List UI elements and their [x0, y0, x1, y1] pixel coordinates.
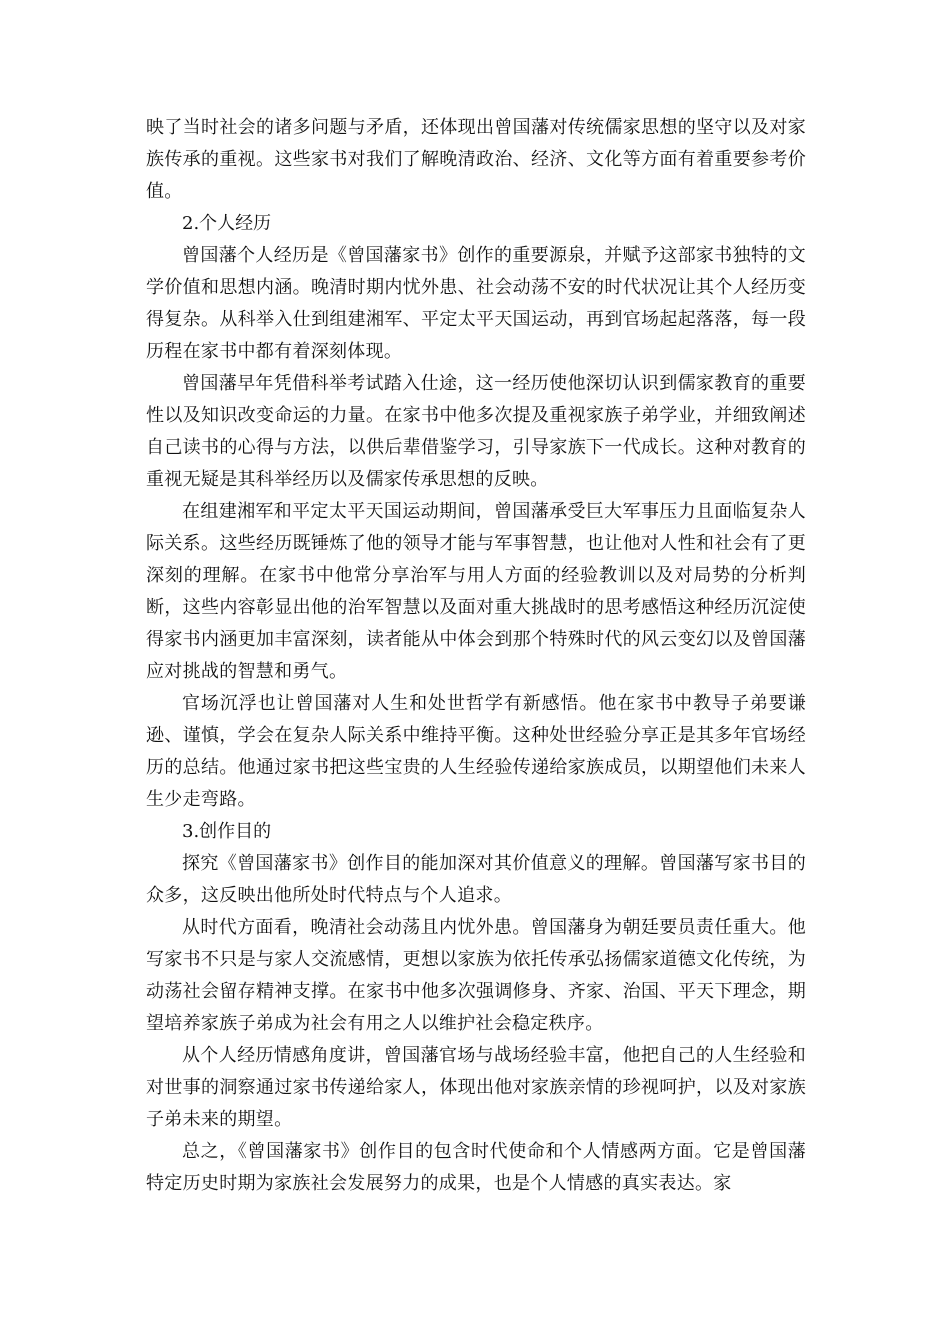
paragraph: 曾国藩个人经历是《曾国藩家书》创作的重要源泉，并赋予这部家书独特的文学价值和思想内涵。晚清时期内忧外患、社会动荡不安的时代状况让其个人经历变得复杂。从科举入仕到组建湘军、平定太平天国运动，再到官场起起落落，每一段历程在家书中都有着深刻体现。	[146, 245, 806, 362]
paragraph-continued: 映了当时社会的诸多问题与矛盾，还体现出曾国藩对传统儒家思想的坚守以及对家族传承的重视。这些家书对我们了解晚清政治、经济、文化等方面有着重要参考价值。	[146, 117, 806, 202]
section-heading-personal-experience: 2.个人经历	[182, 213, 272, 234]
section-heading-creation-purpose: 3.创作目的	[182, 821, 272, 842]
paragraph: 从时代方面看，晚清社会动荡且内忧外患。曾国藩身为朝廷要员责任重大。他写家书不只是与家人交流感情，更想以家族为依托传承弘扬儒家道德文化传统，为动荡社会留存精神支撑。在家书中他多次强调修身、齐家、治国、平天下理念，期望培养家族子弟成为社会有用之人以维护社会稳定秩序。	[146, 917, 806, 1034]
paragraph: 总之，《曾国藩家书》创作目的包含时代使命和个人情感两方面。它是曾国藩特定历史时期为家族社会发展努力的成果，也是个人情感的真实表达。家	[146, 1141, 806, 1194]
paragraph: 探究《曾国藩家书》创作目的能加深对其价值意义的理解。曾国藩写家书目的众多，这反映出他所处时代特点与个人追求。	[146, 853, 806, 906]
paragraph: 官场沉浮也让曾国藩对人生和处世哲学有新感悟。他在家书中教导子弟要谦逊、谨慎，学会在复杂人际关系中维持平衡。这种处世经验分享正是其多年官场经历的总结。他通过家书把这些宝贵的人生经验传递给家族成员，以期望他们未来人生少走弯路。	[146, 693, 806, 810]
paragraph: 从个人经历情感角度讲，曾国藩官场与战场经验丰富，他把自己的人生经验和对世事的洞察通过家书传递给家人，体现出他对家族亲情的珍视呵护，以及对家族子弟未来的期望。	[146, 1045, 806, 1130]
paragraph: 在组建湘军和平定太平天国运动期间，曾国藩承受巨大军事压力且面临复杂人际关系。这些经历既锤炼了他的领导才能与军事智慧，也让他对人性和社会有了更深刻的理解。在家书中他常分享治军与用人方面的经验教训以及对局势的分析判断，这些内容彰显出他的治军智慧以及面对重大挑战时的思考感悟这种经历沉淀使得家书内涵更加丰富深刻，读者能从中体会到那个特殊时代的风云变幻以及曾国藩应对挑战的智慧和勇气。	[146, 501, 806, 682]
document-body	[146, 112, 806, 1200]
paragraph: 曾国藩早年凭借科举考试踏入仕途，这一经历使他深切认识到儒家教育的重要性以及知识改变命运的力量。在家书中他多次提及重视家族子弟学业，并细致阐述自己读书的心得与方法，以供后辈借鉴学习，引导家族下一代成长。这种对教育的重视无疑是其科举经历以及儒家传承思想的反映。	[146, 373, 806, 490]
